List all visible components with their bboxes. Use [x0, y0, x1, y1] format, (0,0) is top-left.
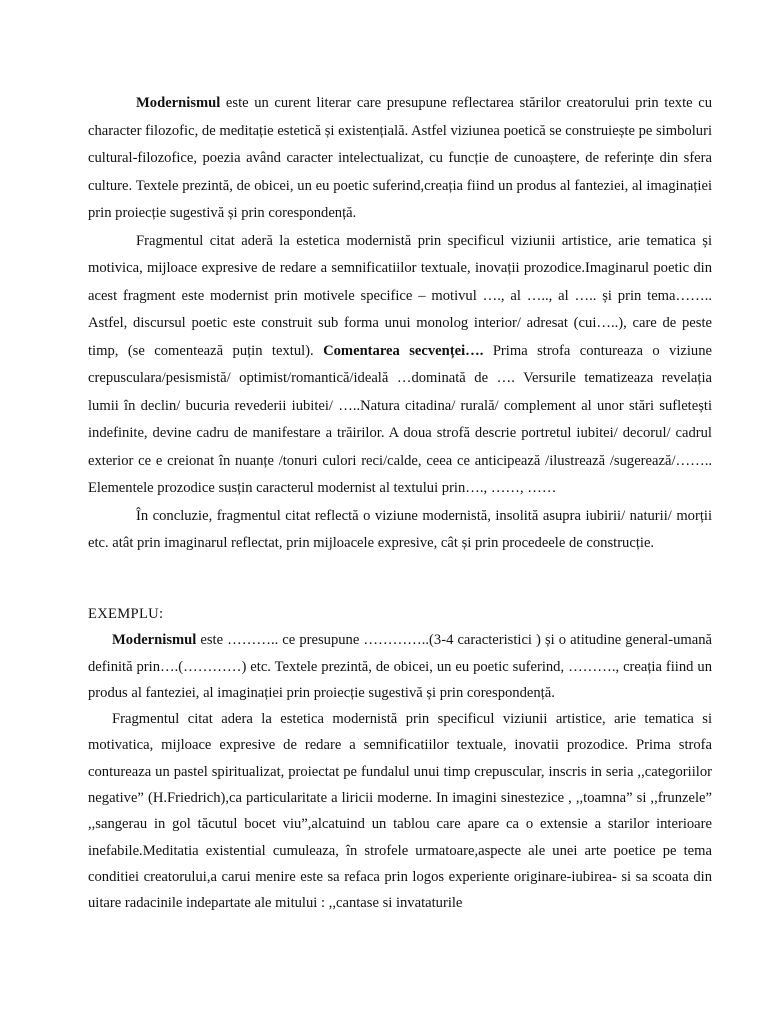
paragraph-text: Prima strofa contureaza o viziune crepusculara/pesismistă/ optimist/romantică/ideală …dominată de …. Versurile tematizeaza revelația lumii în declin/ bucuria revederii iubitei/ …..Natura citadina/ rurală/ complement al unor stări sufletești indefinite, devine cadru de manifestare a trăirilor. A doua strofă descrie portretul iubitei/ decorul/ cadrul exterior ce e creionat în nuanțe /tonuri culori reci/calde, ceea ce anticipează /ilustrează /sugerează/…….. Elementele prozodice susțin caracterul modernist al textului prin…., ……, ……	[88, 342, 712, 496]
paragraph-conclusion: În concluzie, fragmentul citat reflectă o viziune modernistă, insolită asupra iubirii/ naturii/ morții etc. atât prin imaginarul reflectat, prin mijloacele expresive, cât și prin procedeele de construcție.	[88, 507, 712, 551]
paragraph-text: Fragmentul citat aderă la estetica modernistă prin specificul viziunii artistice, arie tematica și motivica, mijloace expresive de redare a semnificatiilor textuale, inovații prozodice.Imaginarul poetic din acest fragment este modernist prin motivele specifice – motivul …., al ….., al ….. și prin tema…….. Astfel, discursul poetic este construit sub forma unui monolog interior/ adresat (cui…..), care de peste timp, (se comentează puțin textul).	[88, 232, 712, 359]
paragraph-analysis	[88, 228, 712, 503]
document-body-example	[88, 601, 712, 917]
paragraph-definition	[88, 90, 712, 228]
paragraph-example-definition	[88, 627, 712, 706]
bold-commentary-label: Comentarea secvenței….	[323, 342, 484, 359]
example-heading: EXEMPLU:	[88, 606, 164, 622]
term-modernismul: Modernismul	[136, 95, 221, 111]
paragraph-text: este ……….. ce presupune …………..(3-4 caracteristici ) și o atitudine general-umană definită prin….(…………) etc. Textele prezintă, de obicei, un eu poetic suferind, ………., creația fiind un produs al fanteziei, al imaginației prin proiecție sugestivă și prin corespondență.	[88, 632, 712, 701]
term-modernismul: Modernismul	[112, 632, 197, 649]
paragraph-example-analysis: Fragmentul citat adera la estetica modernistă prin specificul viziunii artistice, arie tematica si motivatica, mijloace expresive de redare a semnificatiilor textuale, inovatii prozodice. Prima strofa contureaza un pastel spiritualizat, proiectat pe fundalul unui timp crepuscular, inscris in seria ,,categoriilor negative” (H.Friedrich),ca particularitate a liricii moderne. In imagini sinestezice , ,,toamna” si ,,frunzele” ,,sangerau in gol tăcutul bocet viu”,alcatuind un tablou care apare ca o extensie a starilor interioare inefabile.Meditatia existential cumuleaza, în strofele urmatoare,aspecte ale unei arte poetice pe tema conditiei creatorului,a carui menire este sa refaca prin logos experiente originare-iubirea- si sa scoata din uitare radacinile indepartate ale mitului : ,,cantase si invataturile	[88, 711, 712, 912]
paragraph-text: este un curent literar care presupune reflectarea stărilor creatorului prin texte cu character filozofic, de meditație estetică și existențială. Astfel viziunea poetică se construiește pe simboluri cultural-filozofice, poezia având caracter intelectualizat, cu funcție de cunoaștere, de referințe din sfera culture. Textele prezintă, de obicei, un eu poetic suferind,creația fiind un produs al fanteziei, al imaginației prin proiecție sugestivă și prin corespondență.	[88, 95, 712, 221]
document-body-top	[88, 90, 712, 558]
